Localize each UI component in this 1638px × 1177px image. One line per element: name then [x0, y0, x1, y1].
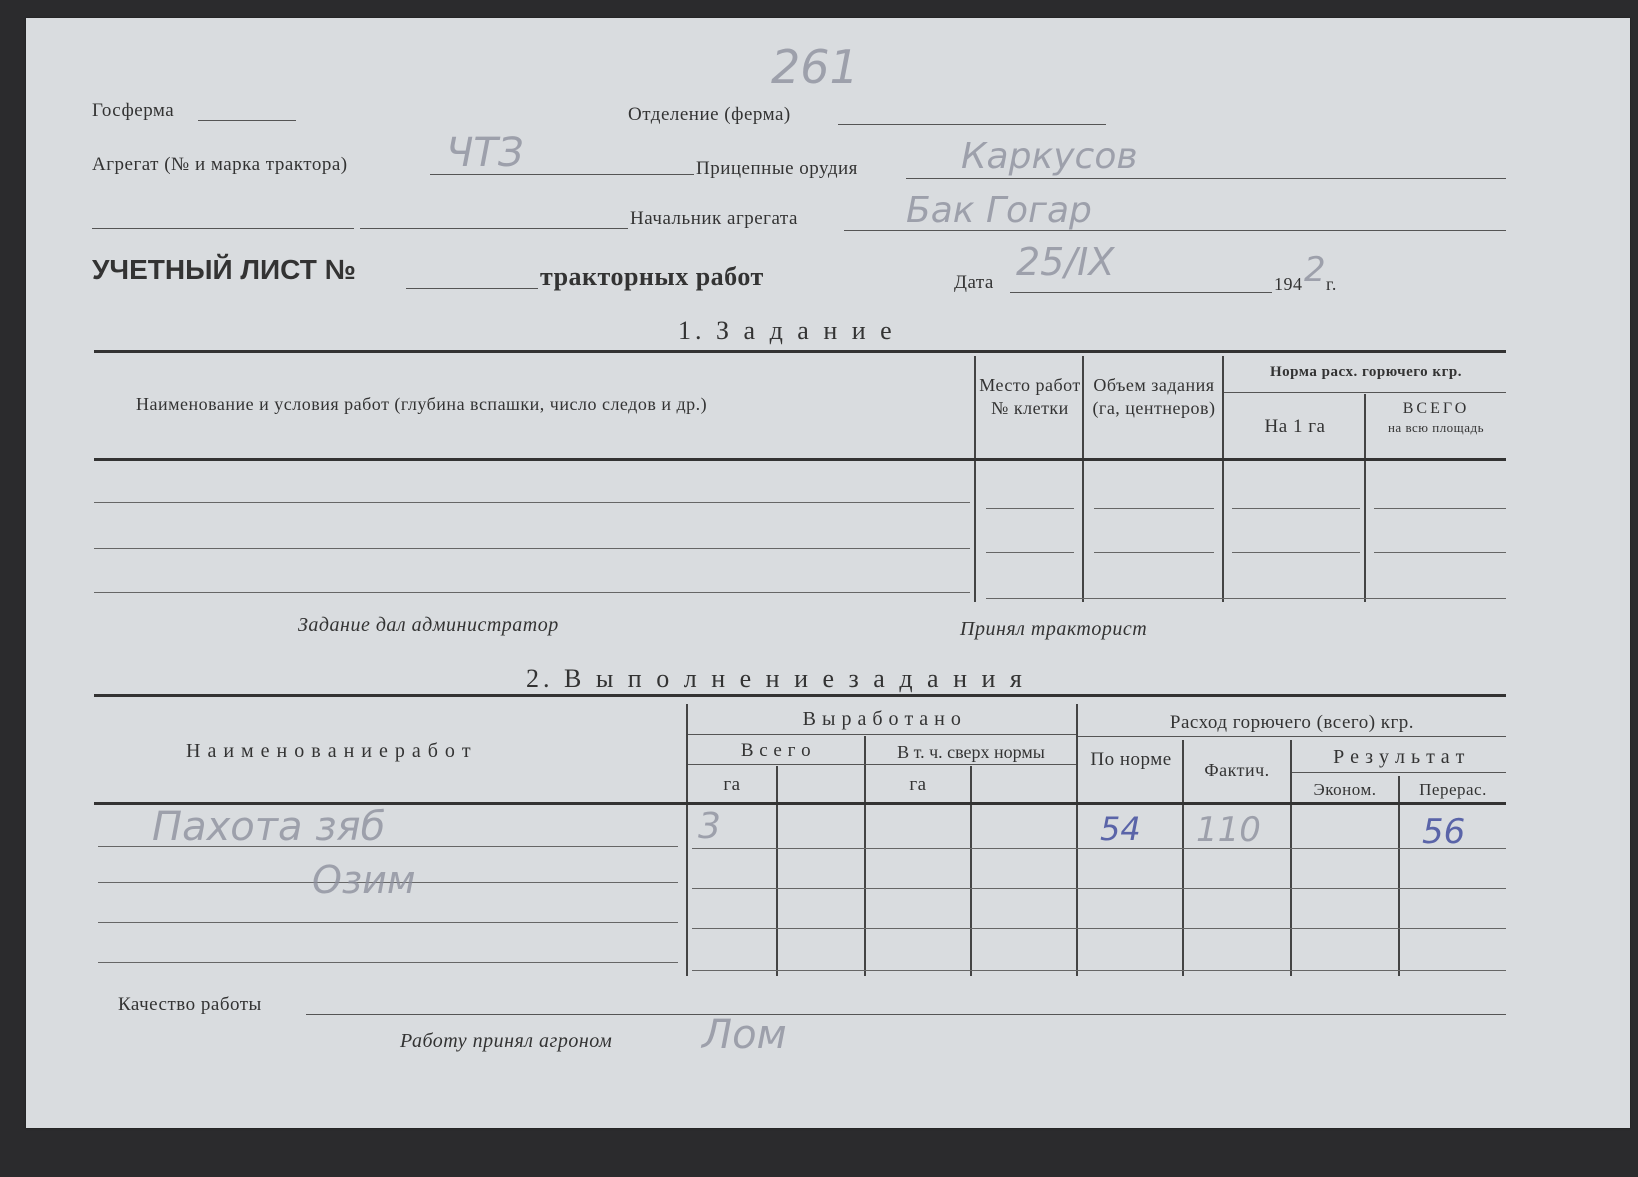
section1-heading: 1. З а д а н и е	[678, 316, 896, 345]
task-accepted-by-label: Принял тракторист	[960, 618, 1148, 640]
s2-col-over-norm: В т. ч. сверх нормы	[897, 742, 1045, 762]
state-farm-label: Госферма	[92, 100, 175, 121]
handwritten-fact: 110	[1196, 810, 1261, 850]
unit-chief-label: Начальник агрегата	[630, 208, 798, 229]
handwritten-implements: Каркусов	[961, 136, 1138, 177]
agronomist-label: Работу принял агроном	[400, 1030, 613, 1052]
handwritten-overuse: 56	[1422, 812, 1466, 852]
handwritten-by-norm: 54	[1100, 810, 1141, 848]
quality-label: Качество работы	[118, 994, 262, 1015]
department-label: Отделение (ферма)	[628, 104, 791, 125]
task-given-by-label: Задание дал администратор	[298, 614, 559, 636]
s2-col-overuse: Перерас.	[1419, 780, 1487, 799]
s1-col-per-ha: На 1 га	[1264, 416, 1326, 437]
s2-col-fact: Фактич.	[1204, 760, 1270, 780]
sheet-title: УЧЕТНЫЙ ЛИСТ №	[92, 254, 356, 285]
s2-col-norm: По норме	[1090, 749, 1172, 770]
s2-ha-total: га	[723, 774, 741, 795]
s1-col-place: Место работ № клетки	[979, 375, 1081, 418]
s1-col-total-sub: на всю площадь	[1387, 420, 1485, 435]
s1-col-work: Наименование и условия работ (глубина вспашки, число следов и др.)	[136, 394, 708, 414]
handwritten-date: 25/IX	[1016, 240, 1115, 284]
record-sheet	[26, 18, 1630, 1128]
s2-col-work: Н а и м е н о в а н и е р а б о т	[186, 740, 472, 762]
date-label: Дата	[954, 272, 994, 293]
handwritten-work-name-1: Пахота зяб	[152, 804, 386, 850]
s2-col-total: В с е г о	[740, 740, 812, 761]
s1-col-volume: Объем задания (га, центнеров)	[1092, 375, 1216, 418]
sheet-title-tail: тракторных работ	[540, 262, 764, 291]
handwritten-signature: Лом	[702, 1012, 787, 1058]
handwritten-sheet-number: 261	[771, 40, 859, 94]
year-prefix: 194	[1274, 274, 1303, 294]
unit-label: Агрегат (№ и марка трактора)	[92, 154, 348, 175]
s2-col-econ: Эконом.	[1313, 780, 1377, 799]
s2-col-result: Р е з у л ь т а т	[1333, 746, 1465, 768]
handwritten-work-name-2: Озим	[312, 858, 416, 902]
s1-col-fuel-group: Норма расх. горючего кгр.	[1270, 364, 1462, 380]
s2-ha-over: га	[909, 774, 927, 795]
handwritten-done-total: 3	[698, 806, 721, 847]
handwritten-unit: ЧТЗ	[446, 130, 524, 176]
handwritten-unit-chief: Бак Гогар	[906, 190, 1092, 231]
s2-col-done: В ы р а б о т а н о	[802, 708, 962, 730]
s2-col-fuel: Расход горючего (всего) кгр.	[1169, 712, 1415, 733]
year-suffix: г.	[1326, 274, 1337, 294]
section2-heading: 2. В ы п о л н е н и е з а д а н и я	[526, 664, 1026, 693]
handwritten-year: 2	[1304, 250, 1326, 290]
implements-label: Прицепные орудия	[696, 158, 858, 179]
s1-col-total: ВСЕГО	[1402, 400, 1470, 417]
